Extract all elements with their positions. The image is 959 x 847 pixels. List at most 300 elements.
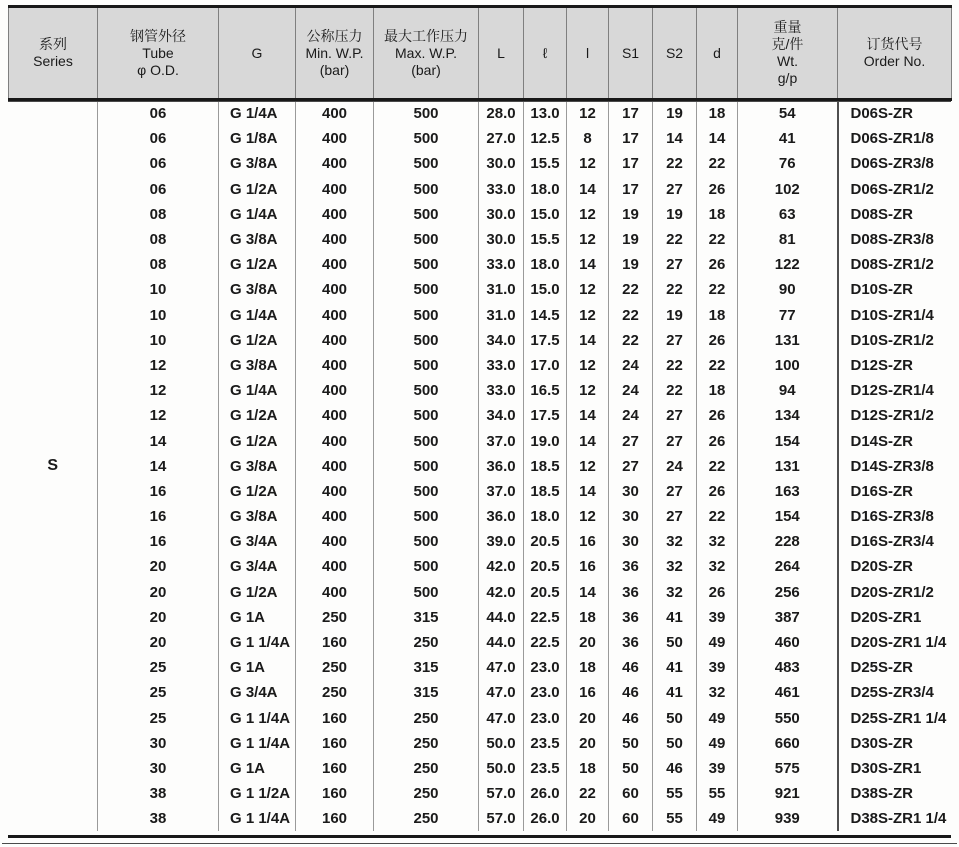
table-cell-min-wp: 400	[296, 554, 374, 579]
table-cell-order-no: D08S-ZR3/8	[838, 227, 952, 252]
table-cell-dim-d: 49	[697, 731, 738, 756]
table-cell-max-wp: 250	[374, 630, 479, 655]
table-cell-dim-S1: 24	[609, 403, 653, 428]
table-cell-dim-S1: 50	[609, 731, 653, 756]
table-cell-dim-S1: 30	[609, 479, 653, 504]
table-cell-g-thread: G 1 1/2A	[219, 781, 296, 806]
table-cell-min-wp: 400	[296, 454, 374, 479]
table-cell-dim-S1: 19	[609, 202, 653, 227]
table-cell-dim-L: 36.0	[479, 504, 524, 529]
table-cell-weight: 575	[738, 756, 838, 781]
table-cell-tube-od: 20	[98, 630, 219, 655]
table-cell-weight: 131	[738, 454, 838, 479]
spec-table	[8, 5, 952, 831]
table-cell-dim-L: 33.0	[479, 378, 524, 403]
table-cell-dim-d: 26	[697, 328, 738, 353]
table-cell-dim-l: 20	[567, 630, 609, 655]
table-cell-tube-od: 16	[98, 504, 219, 529]
table-cell-max-wp: 500	[374, 100, 479, 127]
table-cell-max-wp: 250	[374, 756, 479, 781]
table-cell-dim-L: 34.0	[479, 403, 524, 428]
table-cell-weight: 77	[738, 303, 838, 328]
table-cell-dim-d: 55	[697, 781, 738, 806]
table-cell-min-wp: 400	[296, 353, 374, 378]
table-cell-dim-L: 42.0	[479, 580, 524, 605]
table-cell-dim-d: 14	[697, 126, 738, 151]
table-cell-min-wp: 400	[296, 303, 374, 328]
table-cell-dim-S2: 19	[653, 100, 697, 127]
table-cell-weight: 54	[738, 100, 838, 127]
table-cell-dim-L: 27.0	[479, 126, 524, 151]
table-cell-max-wp: 500	[374, 277, 479, 302]
table-cell-dim-l: 16	[567, 554, 609, 579]
table-cell-tube-od: 06	[98, 100, 219, 127]
table-cell-dim-L: 30.0	[479, 227, 524, 252]
header-rule-thin	[8, 101, 951, 102]
table-cell-dim-l: 12	[567, 227, 609, 252]
col-header-dim-d	[697, 7, 738, 100]
table-cell-min-wp: 400	[296, 403, 374, 428]
table-cell-dim-d: 22	[697, 227, 738, 252]
spec-table-header	[9, 7, 952, 100]
table-cell-dim-d: 18	[697, 303, 738, 328]
table-cell-max-wp: 315	[374, 655, 479, 680]
table-cell-g-thread: G 1A	[219, 605, 296, 630]
table-cell-tube-od: 10	[98, 303, 219, 328]
table-row	[9, 605, 952, 630]
table-cell-g-thread: G 1/4A	[219, 378, 296, 403]
table-cell-dim-S2: 27	[653, 504, 697, 529]
col-header-dim-S2	[653, 7, 697, 100]
header-line: (bar)	[319, 61, 350, 78]
table-cell-dim-S1: 30	[609, 504, 653, 529]
table-cell-weight: 90	[738, 277, 838, 302]
header-line: ℓ	[542, 44, 548, 61]
table-cell-dim-L: 36.0	[479, 454, 524, 479]
header-line: G	[251, 44, 263, 61]
table-cell-dim-S1: 60	[609, 806, 653, 831]
table-cell-dim-L: 30.0	[479, 202, 524, 227]
table-cell-g-thread: G 1/2A	[219, 428, 296, 453]
header-line: L	[497, 44, 505, 61]
table-cell-weight: 939	[738, 806, 838, 831]
table-cell-dim-S2: 22	[653, 227, 697, 252]
table-cell-order-no: D20S-ZR1	[838, 605, 952, 630]
table-cell-dim-d: 39	[697, 655, 738, 680]
table-cell-dim-S1: 36	[609, 580, 653, 605]
table-cell-dim-l-script: 23.5	[524, 731, 567, 756]
table-cell-g-thread: G 1 1/4A	[219, 630, 296, 655]
header-line: Order No.	[863, 53, 926, 69]
table-cell-tube-od: 16	[98, 529, 219, 554]
table-cell-min-wp: 160	[296, 781, 374, 806]
table-cell-order-no: D25S-ZR	[838, 655, 952, 680]
table-cell-dim-l-script: 18.0	[524, 504, 567, 529]
table-cell-weight: 94	[738, 378, 838, 403]
table-row	[9, 252, 952, 277]
table-cell-dim-S2: 27	[653, 428, 697, 453]
table-cell-max-wp: 500	[374, 252, 479, 277]
table-cell-order-no: D06S-ZR1/8	[838, 126, 952, 151]
table-cell-dim-S2: 46	[653, 756, 697, 781]
table-cell-dim-S1: 24	[609, 378, 653, 403]
table-cell-order-no: D06S-ZR	[838, 100, 952, 127]
table-cell-dim-S2: 55	[653, 806, 697, 831]
table-row	[9, 504, 952, 529]
table-cell-tube-od: 12	[98, 378, 219, 403]
table-row	[9, 428, 952, 453]
table-cell-dim-l: 22	[567, 781, 609, 806]
header-line: 克/件	[771, 36, 804, 52]
table-cell-dim-l-script: 20.5	[524, 580, 567, 605]
table-cell-max-wp: 500	[374, 303, 479, 328]
table-cell-weight: 41	[738, 126, 838, 151]
table-cell-order-no: D08S-ZR1/2	[838, 252, 952, 277]
table-cell-dim-L: 47.0	[479, 680, 524, 705]
table-cell-dim-l-script: 26.0	[524, 806, 567, 831]
table-cell-dim-l-script: 17.0	[524, 353, 567, 378]
table-cell-dim-l: 12	[567, 100, 609, 127]
table-cell-dim-l: 14	[567, 428, 609, 453]
table-cell-dim-d: 32	[697, 554, 738, 579]
col-header-weight	[738, 7, 838, 100]
table-cell-max-wp: 500	[374, 428, 479, 453]
table-cell-min-wp: 160	[296, 756, 374, 781]
table-cell-min-wp: 400	[296, 580, 374, 605]
header-line: Tube	[142, 44, 174, 61]
table-cell-dim-S1: 36	[609, 630, 653, 655]
col-header-tube-od	[98, 7, 219, 100]
table-cell-weight: 154	[738, 504, 838, 529]
table-cell-g-thread: G 3/8A	[219, 504, 296, 529]
table-cell-dim-l-script: 26.0	[524, 781, 567, 806]
table-cell-dim-l-script: 23.0	[524, 655, 567, 680]
table-cell-tube-od: 06	[98, 177, 219, 202]
table-cell-dim-L: 50.0	[479, 731, 524, 756]
table-cell-weight: 134	[738, 403, 838, 428]
table-row	[9, 151, 952, 176]
table-cell-max-wp: 250	[374, 806, 479, 831]
table-cell-g-thread: G 3/8A	[219, 151, 296, 176]
table-row	[9, 100, 952, 127]
table-row	[9, 580, 952, 605]
table-cell-tube-od: 06	[98, 126, 219, 151]
table-cell-tube-od: 12	[98, 403, 219, 428]
table-cell-dim-d: 26	[697, 177, 738, 202]
table-cell-dim-L: 57.0	[479, 781, 524, 806]
table-cell-tube-od: 10	[98, 277, 219, 302]
table-cell-dim-l-script: 23.0	[524, 680, 567, 705]
table-cell-dim-L: 34.0	[479, 328, 524, 353]
table-cell-dim-S1: 19	[609, 252, 653, 277]
table-cell-order-no: D10S-ZR1/2	[838, 328, 952, 353]
table-cell-dim-d: 26	[697, 580, 738, 605]
table-cell-dim-S2: 22	[653, 277, 697, 302]
table-cell-dim-S1: 27	[609, 454, 653, 479]
table-cell-dim-S2: 32	[653, 529, 697, 554]
table-cell-dim-d: 49	[697, 706, 738, 731]
table-cell-order-no: D16S-ZR	[838, 479, 952, 504]
table-cell-tube-od: 14	[98, 454, 219, 479]
table-cell-dim-S2: 41	[653, 680, 697, 705]
table-cell-dim-d: 22	[697, 454, 738, 479]
table-row	[9, 126, 952, 151]
table-cell-dim-l-script: 18.0	[524, 252, 567, 277]
table-cell-dim-d: 49	[697, 806, 738, 831]
table-cell-dim-l: 12	[567, 504, 609, 529]
table-cell-dim-l: 12	[567, 378, 609, 403]
table-cell-dim-d: 22	[697, 504, 738, 529]
table-cell-dim-S1: 17	[609, 151, 653, 176]
table-cell-min-wp: 400	[296, 328, 374, 353]
table-cell-tube-od: 14	[98, 428, 219, 453]
table-cell-order-no: D25S-ZR1 1/4	[838, 706, 952, 731]
table-cell-weight: 460	[738, 630, 838, 655]
table-cell-weight: 154	[738, 428, 838, 453]
col-header-dim-L	[479, 7, 524, 100]
table-cell-dim-d: 26	[697, 479, 738, 504]
table-cell-min-wp: 400	[296, 252, 374, 277]
table-cell-dim-L: 39.0	[479, 529, 524, 554]
spec-table-body	[9, 100, 952, 832]
table-cell-dim-S2: 50	[653, 706, 697, 731]
table-cell-min-wp: 400	[296, 151, 374, 176]
table-cell-dim-S1: 46	[609, 706, 653, 731]
table-cell-dim-d: 18	[697, 378, 738, 403]
table-cell-tube-od: 06	[98, 151, 219, 176]
table-cell-g-thread: G 1/2A	[219, 403, 296, 428]
table-cell-tube-od: 08	[98, 227, 219, 252]
series-cell: S	[9, 100, 98, 832]
header-line: 钢管外径	[130, 27, 186, 44]
table-cell-min-wp: 250	[296, 655, 374, 680]
table-cell-order-no: D30S-ZR	[838, 731, 952, 756]
table-cell-g-thread: G 1/4A	[219, 202, 296, 227]
table-cell-dim-d: 32	[697, 680, 738, 705]
table-cell-dim-l: 20	[567, 731, 609, 756]
header-line: (bar)	[411, 61, 441, 78]
table-cell-dim-d: 32	[697, 529, 738, 554]
table-cell-dim-S2: 27	[653, 328, 697, 353]
table-cell-dim-S1: 22	[609, 277, 653, 302]
table-cell-g-thread: G 1/2A	[219, 479, 296, 504]
table-cell-g-thread: G 1/2A	[219, 328, 296, 353]
table-cell-dim-S2: 19	[653, 202, 697, 227]
table-cell-g-thread: G 1/4A	[219, 100, 296, 127]
table-cell-dim-S1: 19	[609, 227, 653, 252]
table-cell-dim-S2: 22	[653, 378, 697, 403]
table-row	[9, 202, 952, 227]
table-cell-tube-od: 20	[98, 580, 219, 605]
col-header-max-wp	[374, 7, 479, 100]
header-line: Wt.	[777, 53, 798, 69]
col-header-dim-S1	[609, 7, 653, 100]
table-row	[9, 554, 952, 579]
table-row	[9, 630, 952, 655]
table-cell-dim-S1: 36	[609, 554, 653, 579]
table-cell-g-thread: G 1/2A	[219, 252, 296, 277]
table-cell-tube-od: 38	[98, 806, 219, 831]
table-cell-g-thread: G 3/4A	[219, 529, 296, 554]
table-cell-weight: 387	[738, 605, 838, 630]
table-cell-g-thread: G 1A	[219, 756, 296, 781]
table-cell-min-wp: 400	[296, 378, 374, 403]
table-cell-min-wp: 400	[296, 428, 374, 453]
table-cell-dim-l-script: 22.5	[524, 605, 567, 630]
table-cell-dim-L: 50.0	[479, 756, 524, 781]
table-cell-order-no: D25S-ZR3/4	[838, 680, 952, 705]
table-cell-dim-l: 12	[567, 353, 609, 378]
table-cell-tube-od: 08	[98, 202, 219, 227]
table-row	[9, 328, 952, 353]
table-cell-dim-S2: 32	[653, 580, 697, 605]
table-cell-weight: 131	[738, 328, 838, 353]
table-cell-dim-l-script: 17.5	[524, 403, 567, 428]
table-cell-weight: 461	[738, 680, 838, 705]
table-cell-dim-S1: 24	[609, 353, 653, 378]
table-cell-dim-d: 22	[697, 353, 738, 378]
table-row	[9, 706, 952, 731]
table-row	[9, 353, 952, 378]
table-cell-dim-l-script: 18.5	[524, 454, 567, 479]
table-cell-dim-l-script: 20.5	[524, 529, 567, 554]
table-cell-min-wp: 400	[296, 227, 374, 252]
table-cell-dim-l-script: 18.0	[524, 177, 567, 202]
table-cell-dim-l: 18	[567, 756, 609, 781]
table-cell-dim-S1: 17	[609, 177, 653, 202]
table-cell-min-wp: 400	[296, 126, 374, 151]
table-cell-min-wp: 160	[296, 731, 374, 756]
header-line: 订货代号	[866, 36, 923, 52]
table-cell-dim-l-script: 15.5	[524, 151, 567, 176]
table-cell-max-wp: 500	[374, 479, 479, 504]
table-cell-dim-S1: 36	[609, 605, 653, 630]
table-cell-dim-l: 16	[567, 680, 609, 705]
table-cell-dim-S1: 27	[609, 428, 653, 453]
table-cell-order-no: D16S-ZR3/8	[838, 504, 952, 529]
table-cell-dim-L: 33.0	[479, 252, 524, 277]
table-cell-order-no: D08S-ZR	[838, 202, 952, 227]
table-cell-dim-S2: 50	[653, 630, 697, 655]
table-cell-order-no: D06S-ZR3/8	[838, 151, 952, 176]
table-cell-order-no: D12S-ZR	[838, 353, 952, 378]
table-cell-weight: 102	[738, 177, 838, 202]
table-cell-order-no: D06S-ZR1/2	[838, 177, 952, 202]
table-cell-dim-d: 39	[697, 605, 738, 630]
table-cell-order-no: D20S-ZR	[838, 554, 952, 579]
header-line: 重量	[773, 19, 802, 35]
table-cell-order-no: D10S-ZR1/4	[838, 303, 952, 328]
table-row	[9, 479, 952, 504]
table-cell-dim-l: 14	[567, 177, 609, 202]
table-cell-dim-l-script: 14.5	[524, 303, 567, 328]
table-cell-dim-l-script: 22.5	[524, 630, 567, 655]
table-cell-dim-l: 14	[567, 403, 609, 428]
table-cell-weight: 163	[738, 479, 838, 504]
table-cell-max-wp: 500	[374, 227, 479, 252]
table-row	[9, 781, 952, 806]
table-cell-order-no: D14S-ZR3/8	[838, 454, 952, 479]
table-cell-order-no: D38S-ZR	[838, 781, 952, 806]
col-header-dim-l	[567, 7, 609, 100]
table-cell-dim-S2: 19	[653, 303, 697, 328]
header-line: S2	[665, 44, 684, 61]
table-cell-dim-S2: 24	[653, 454, 697, 479]
table-cell-min-wp: 250	[296, 680, 374, 705]
table-cell-g-thread: G 1A	[219, 655, 296, 680]
table-cell-order-no: D38S-ZR1 1/4	[838, 806, 952, 831]
table-cell-weight: 660	[738, 731, 838, 756]
table-cell-dim-S2: 27	[653, 252, 697, 277]
table-cell-order-no: D30S-ZR1	[838, 756, 952, 781]
table-cell-order-no: D16S-ZR3/4	[838, 529, 952, 554]
table-cell-dim-l: 14	[567, 328, 609, 353]
table-row	[9, 529, 952, 554]
table-cell-max-wp: 500	[374, 177, 479, 202]
table-cell-dim-l-script: 12.5	[524, 126, 567, 151]
table-cell-dim-S2: 22	[653, 151, 697, 176]
table-cell-tube-od: 20	[98, 605, 219, 630]
table-cell-order-no: D12S-ZR1/2	[838, 403, 952, 428]
table-cell-dim-l: 12	[567, 454, 609, 479]
header-line: Series	[33, 53, 73, 69]
header-line: 最大工作压力	[384, 27, 468, 44]
table-cell-order-no: D14S-ZR	[838, 428, 952, 453]
table-cell-dim-S2: 32	[653, 554, 697, 579]
table-cell-dim-l-script: 13.0	[524, 100, 567, 127]
table-cell-g-thread: G 3/4A	[219, 554, 296, 579]
table-cell-g-thread: G 3/8A	[219, 227, 296, 252]
bottom-rule-thick	[8, 835, 951, 838]
header-line: 系列	[39, 36, 67, 52]
table-row	[9, 378, 952, 403]
table-cell-weight: 256	[738, 580, 838, 605]
table-cell-dim-S2: 14	[653, 126, 697, 151]
table-cell-g-thread: G 1/2A	[219, 580, 296, 605]
table-cell-tube-od: 20	[98, 554, 219, 579]
col-header-dim-l-script	[524, 7, 567, 100]
header-line: g/p	[777, 70, 798, 86]
table-cell-min-wp: 160	[296, 630, 374, 655]
table-cell-g-thread: G 3/4A	[219, 680, 296, 705]
table-cell-dim-l: 14	[567, 580, 609, 605]
table-cell-dim-S1: 46	[609, 680, 653, 705]
table-cell-dim-S1: 30	[609, 529, 653, 554]
table-cell-weight: 921	[738, 781, 838, 806]
col-header-series	[9, 7, 98, 100]
table-cell-min-wp: 400	[296, 479, 374, 504]
header-line: l	[585, 44, 590, 61]
table-cell-dim-l: 18	[567, 605, 609, 630]
table-cell-weight: 100	[738, 353, 838, 378]
table-cell-order-no: D10S-ZR	[838, 277, 952, 302]
table-row	[9, 655, 952, 680]
table-cell-dim-L: 31.0	[479, 303, 524, 328]
table-cell-dim-l-script: 19.0	[524, 428, 567, 453]
table-cell-dim-L: 28.0	[479, 100, 524, 127]
table-row	[9, 731, 952, 756]
table-cell-order-no: D20S-ZR1 1/4	[838, 630, 952, 655]
table-cell-dim-S1: 60	[609, 781, 653, 806]
table-cell-order-no: D12S-ZR1/4	[838, 378, 952, 403]
table-cell-tube-od: 10	[98, 328, 219, 353]
table-cell-weight: 76	[738, 151, 838, 176]
header-line: S1	[621, 44, 640, 61]
table-cell-max-wp: 500	[374, 126, 479, 151]
table-cell-tube-od: 08	[98, 252, 219, 277]
table-cell-tube-od: 30	[98, 756, 219, 781]
header-row	[9, 7, 952, 100]
